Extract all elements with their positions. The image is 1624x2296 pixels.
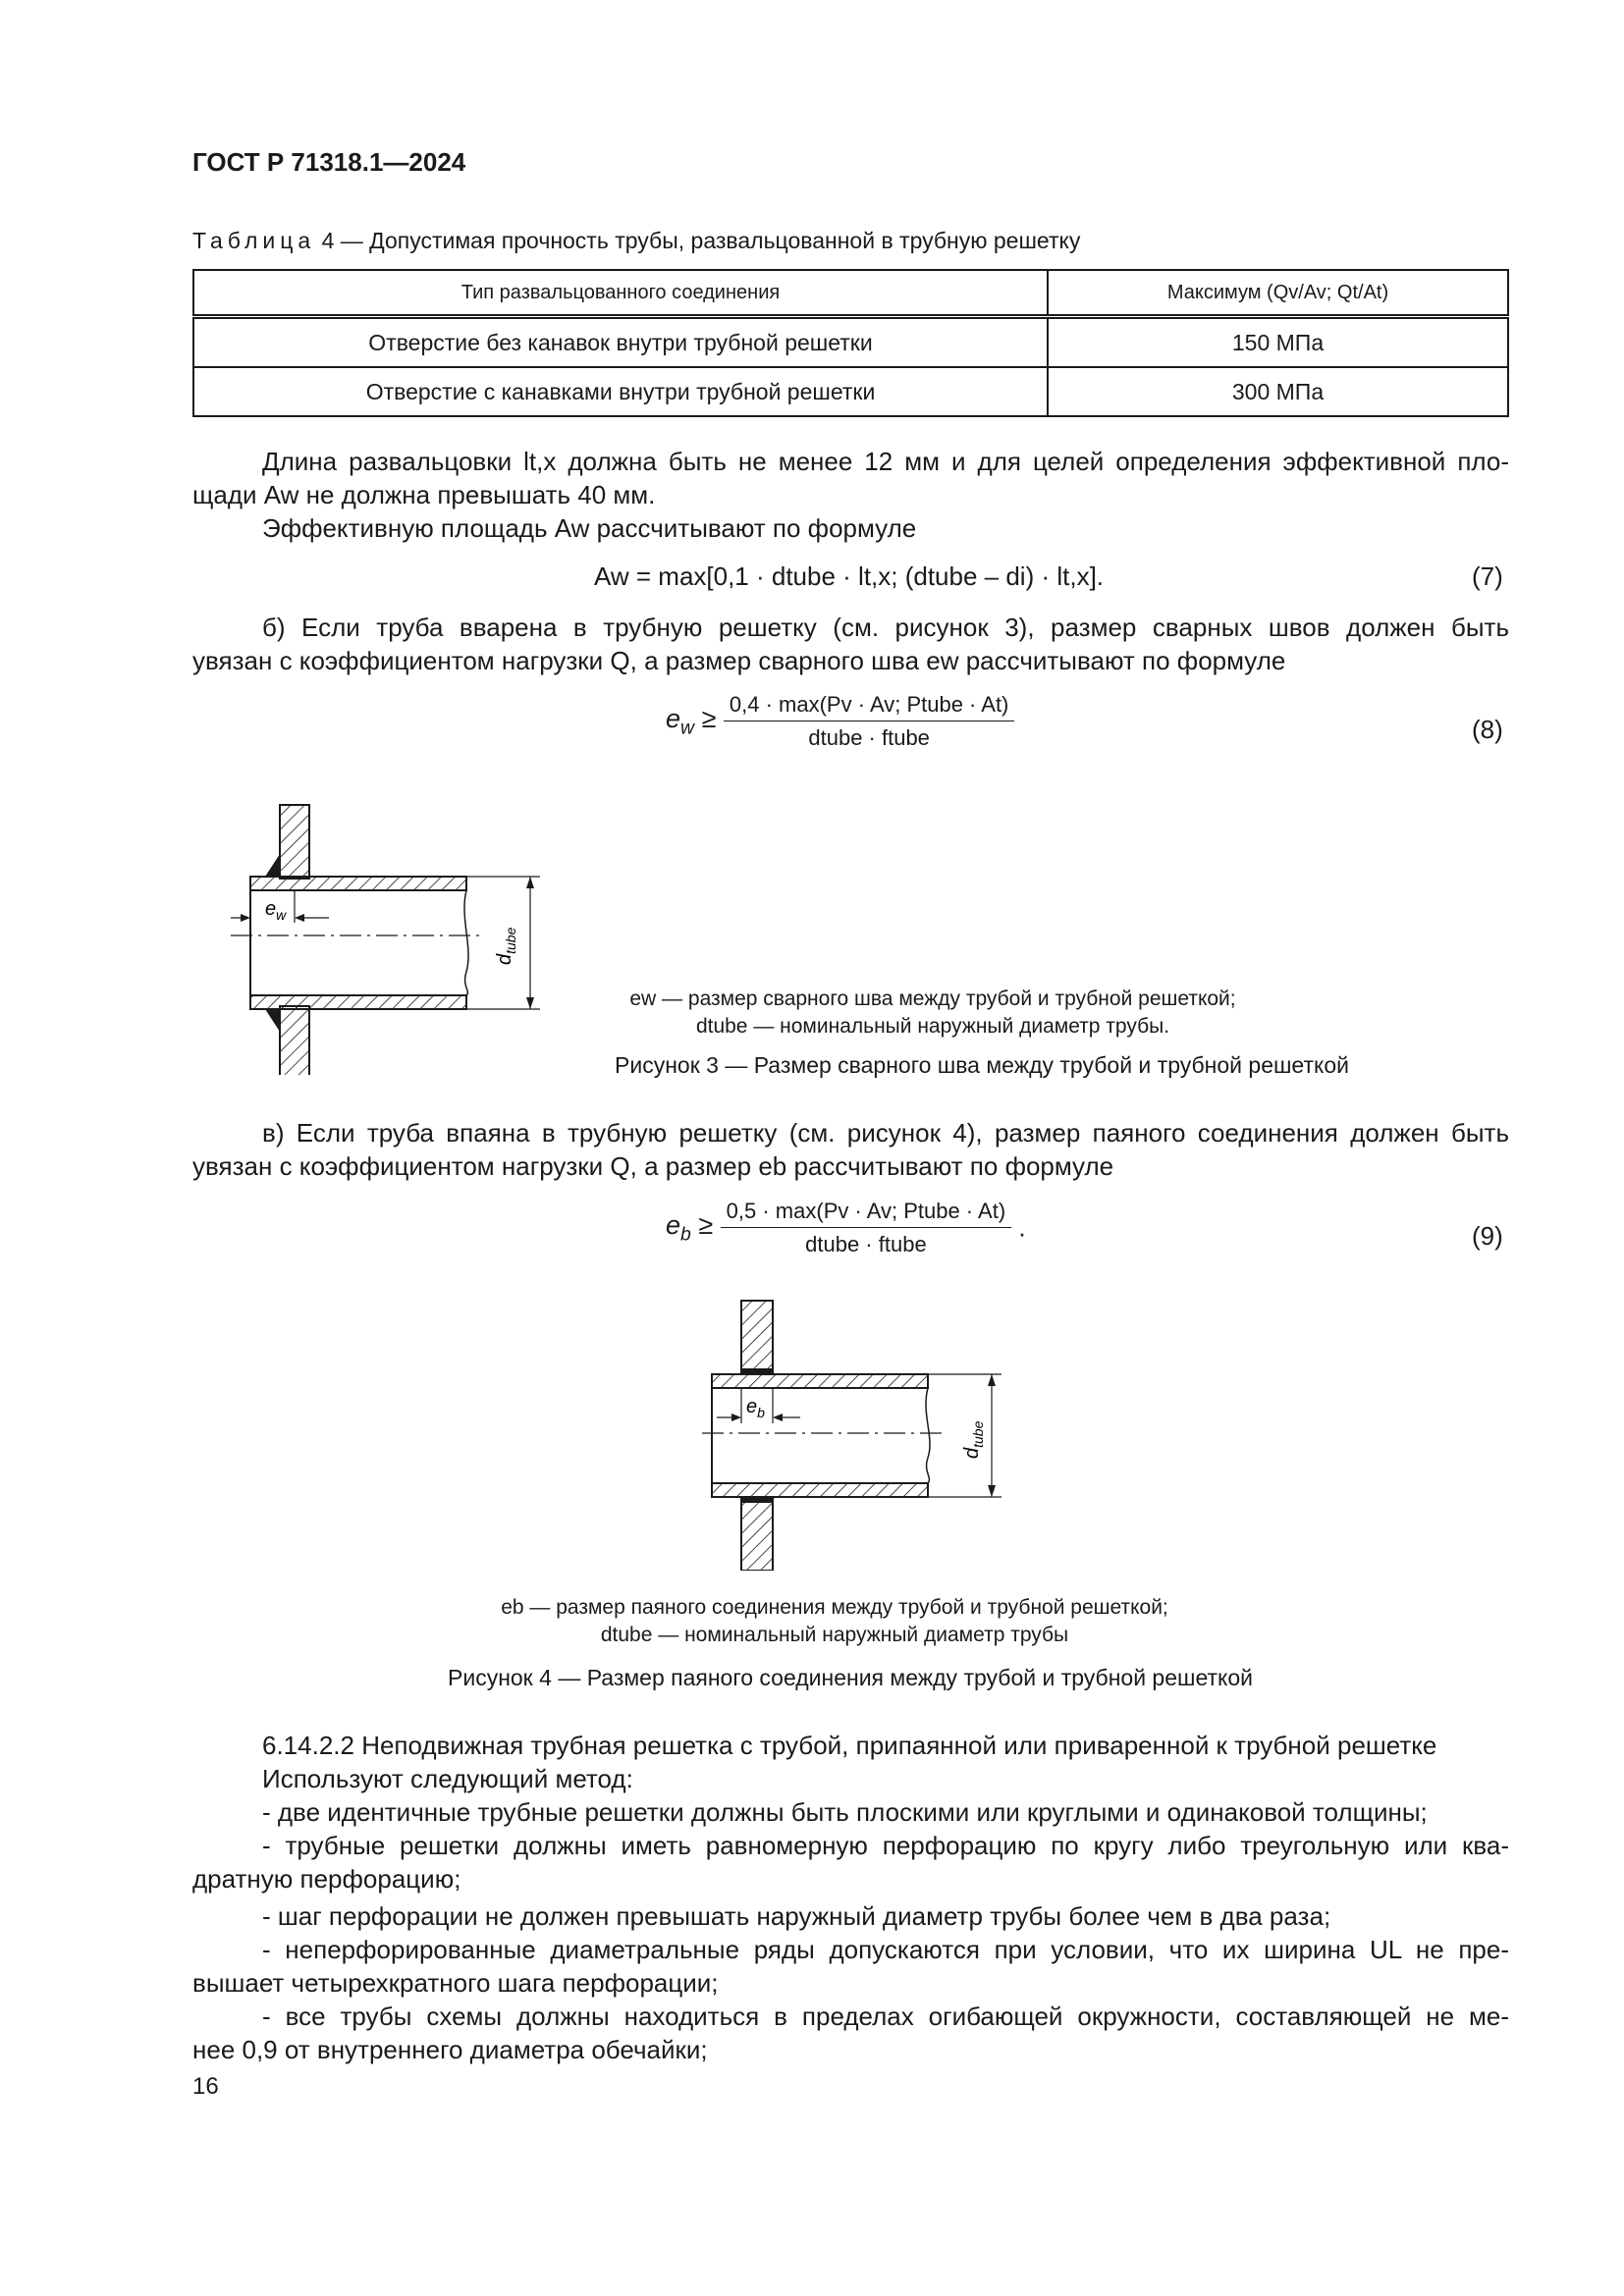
formula-8: $e_w$ ≥ $\frac{\text{0,4 · max(Pv · Av; Ptube · At)}}{\text{dtube · ftube}}$ [666,692,1014,751]
figure-3-legend [589,986,1276,1041]
list-item: - неперфорированные диаметральные ряды допускаются при условии, что их ширина UL не пре- [262,1935,1509,1964]
figure-4-legend [442,1594,1227,1649]
figure-3-caption: Рисунок 3 — Размер сварного шва между трубой и трубной решеткой [615,1052,1349,1078]
formula-9-numerator: 0,5 · max(Pv · Av; Ptube · At) [721,1199,1011,1228]
paragraph-line: б) Если труба вварена в трубную решетку (см. рисунок 3), размер сварных швов должен быть [262,613,1509,642]
weld-upper [265,854,280,877]
paragraph-line: щади Aw не должна превышать 40 мм. [192,480,656,509]
col2-header: Максимум (Qv/Av; Qt/At) [1166,281,1389,303]
list-item: - все трубы схемы должны находиться в пределах огибающей окружности, составляющей не ме- [262,2002,1509,2031]
legend-line: dtube — номинальный наружный диаметр трубы. [695,1015,1170,1038]
equation-number-7: (7) [1472,561,1503,591]
legend-line: dtube — номинальный наружный диаметр трубы [600,1624,1069,1646]
strength-table [192,269,1509,417]
ew-label: $e_w$ [265,898,287,923]
weld-lower [265,1009,280,1032]
paragraph-line: Используют следующий метод: [262,1764,633,1793]
document-header: ГОСТ Р 71318.1—2024 [192,147,466,177]
paragraph-line: в) Если труба впаяна в трубную решетку (см. рисунок 4), размер паяного соединения должен быть [262,1118,1509,1148]
table-row [193,317,1508,368]
list-item-continuation: дратную перфорацию; [192,1864,461,1894]
dtube-label: $d_{tube}$ [494,927,518,965]
equation-number-8: (8) [1472,715,1503,744]
paragraph-line: Длина развальцовки lt,x должна быть не менее 12 мм и для целей определения эффективной пло- [262,447,1509,476]
list-item-continuation: вышает четырехкратного шага перфорации; [192,1968,719,1998]
figure-3-drawing [226,800,560,1075]
formula-9-denominator: dtube · ftube [805,1232,927,1256]
table-header-row [193,270,1508,317]
tube-wall-lower [250,995,466,1009]
section-title: 6.14.2.2 Неподвижная трубная решетка с трубой, припаянной или приваренной к трубной решетке [262,1731,1437,1760]
dtube-label: $d_{tube}$ [961,1420,986,1459]
formula-8-numerator: 0,4 · max(Pv · Av; Ptube · At) [724,692,1014,721]
list-item: - трубные решетки должны иметь равномерную перфорацию по кругу либо треугольную или ква- [262,1831,1509,1860]
formula-7: Aw = max[0,1 · dtube · lt,x; (dtube – di) · lt,x]. [594,561,1105,591]
tube-sheet-lower [280,1006,309,1075]
table-cell-max: 300 МПа [1048,367,1508,416]
table-cell-max: 150 МПа [1048,317,1508,368]
table-caption [192,228,1080,254]
tube-wall-upper [250,877,466,890]
page-number: 16 [192,2073,219,2100]
table-cell-type: Отверстие без канавок внутри трубной решетки [193,317,1048,368]
paragraph-line: увязан с коэффициентом нагрузки Q, а размер сварного шва ew рассчитывают по формуле [192,646,1286,675]
list-item-continuation: нее 0,9 от внутреннего диаметра обечайки; [192,2035,708,2064]
table-cell-type: Отверстие с канавками внутри трубной решетки [193,367,1048,416]
formula-9-fraction [721,1199,1011,1257]
eb-label: $e_b$ [746,1396,765,1420]
tube-wall-lower [712,1483,928,1497]
col1-header: Тип развальцованного соединения [460,281,781,303]
figure-4-caption: Рисунок 4 — Размер паяного соединения между трубой и трубной решеткой [448,1665,1253,1690]
formula-9: $e_b$ ≥ $\frac{\text{0,5 · max(Pv · Av; Ptube · At)}}{\text{dtube · ftube}}$ . [666,1199,1026,1256]
table-caption-text: 4 — Допустимая прочность трубы, развальцованной в трубную решетку [315,228,1081,253]
paragraph-line: Эффективную площадь Aw рассчитывают по формуле [262,513,917,543]
legend-line: ew — размер сварного шва между трубой и трубной решеткой; [629,988,1236,1010]
paragraph-line: увязан с коэффициентом нагрузки Q, а размер eb рассчитывают по формуле [192,1151,1114,1181]
table-row [193,367,1508,416]
table-header-max [1048,270,1508,317]
tube-sheet-lower [741,1497,773,1571]
formula-8-denominator: dtube · ftube [808,725,930,750]
figure-4-drawing [687,1296,1021,1571]
table-caption-prefix: Таблица [192,228,316,253]
list-item: - шаг перфорации не должен превышать наружный диаметр трубы более чем в два раза; [262,1901,1331,1931]
formula-8-fraction [724,692,1014,751]
list-item: - две идентичные трубные решетки должны быть плоскими или круглыми и одинаковой толщины; [262,1797,1428,1827]
tube-wall-upper [712,1374,928,1388]
table-header-type [193,270,1048,317]
tube-sheet-upper [280,805,309,879]
equation-number-9: (9) [1472,1221,1503,1251]
tube-sheet-upper [741,1301,773,1374]
legend-line: eb — размер паяного соединения между трубой и трубной решеткой; [501,1596,1168,1619]
